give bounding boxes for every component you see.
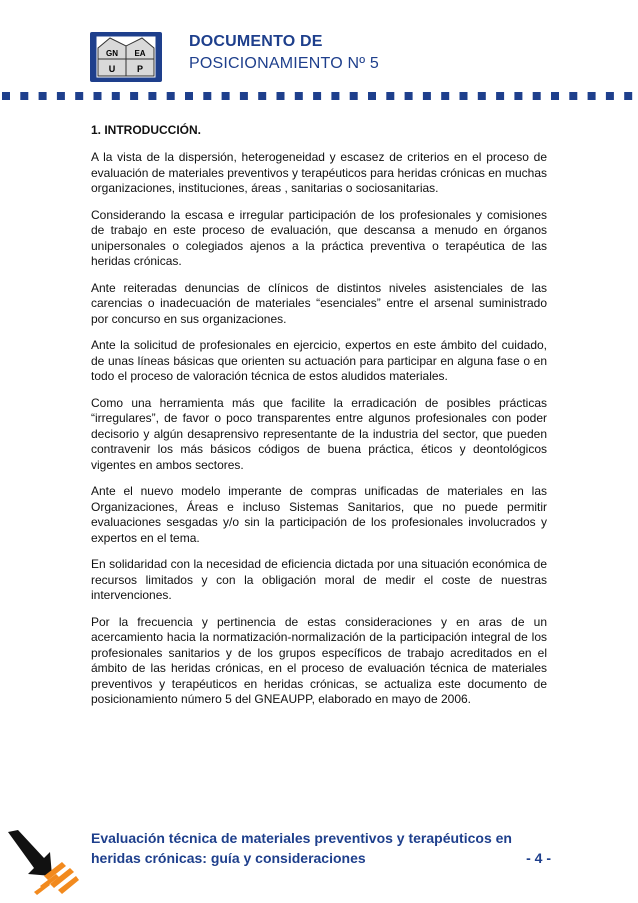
document-footer [91, 828, 551, 868]
document-body [91, 122, 547, 719]
paragraph-4: Ante la solicitud de profesionales en ejercicio, expertos en este ámbito del cuidado, de unas líneas básicas que orienten su actuación para participar en alguna fase o en todo el proceso de valoración técnica de estos aludidos materiales. [91, 338, 547, 383]
paragraph-7: En solidaridad con la necesidad de eficiencia dictada por una situación económica de recursos limitados y con la obligación moral de medir el coste de nuestras intervenciones. [91, 557, 547, 602]
divider-square [2, 92, 10, 100]
divider-square [514, 92, 522, 100]
logo-text-ea: EA [134, 49, 146, 58]
divider-square [478, 92, 486, 100]
logo-text-u: U [108, 64, 116, 74]
divider-square [423, 92, 431, 100]
page-number: - 4 - [526, 850, 551, 866]
divider-square [295, 92, 303, 100]
divider-square [624, 92, 632, 100]
footer-line2: heridas crónicas: guía y consideraciones [91, 850, 366, 866]
divider-square [57, 92, 65, 100]
divider-square [533, 92, 541, 100]
header-title-line2: POSICIONAMIENTO Nº 5 [189, 55, 380, 72]
divider-square [20, 92, 28, 100]
divider-square [258, 92, 266, 100]
divider-square [588, 92, 596, 100]
divider-square [460, 92, 468, 100]
divider-square [405, 92, 413, 100]
divider-square [441, 92, 449, 100]
header-title-line1: DOCUMENTO DE [189, 33, 323, 50]
paragraph-2: Considerando la escasa e irregular participación de los profesionales y comisiones de trabajo en este proceso de evaluación, que descansa a menudo en órganos unipersonales o colegiados ajenos a la práctica preventiva o terapéutica de las heridas crónicas. [91, 207, 547, 268]
divider-square [185, 92, 193, 100]
logo-text-gn: GN [106, 49, 118, 58]
divider-square [368, 92, 376, 100]
divider-square [203, 92, 211, 100]
divider-square [386, 92, 394, 100]
divider-square [569, 92, 577, 100]
divider-square [551, 92, 559, 100]
arrow-logo-icon [4, 826, 84, 898]
logo-text-p: P [136, 64, 144, 74]
paragraph-5: Como una herramienta más que facilite la erradicación de posibles prácticas “irregulares”, de favor o poco transparentes entre algunos profesionales con poder decisorio y algún desaprensivo representante de la industria del sector, que pueden contravenir los más básicos códigos de buena práctica, éticos y deontológicos vigentes en ambos sectores. [91, 395, 547, 472]
paragraph-1: A la vista de la dispersión, heterogeneidad y escasez de criterios en el proceso de evaluación de materiales preventivos y terapéuticos para heridas crónicas en muchas organizaciones, instituciones, áreas , sanitarias o sociosanitarias. [91, 150, 547, 195]
section-title: 1. INTRODUCCIÓN. [91, 123, 202, 137]
divider-square [240, 92, 248, 100]
divider-square [112, 92, 120, 100]
divider-square [167, 92, 175, 100]
document-header [0, 0, 638, 110]
dotted-divider [0, 90, 638, 102]
divider-square [496, 92, 504, 100]
divider-square [606, 92, 614, 100]
divider-square [75, 92, 83, 100]
divider-square [39, 92, 47, 100]
divider-square [350, 92, 358, 100]
divider-square [148, 92, 156, 100]
divider-square [331, 92, 339, 100]
paragraph-6: Ante el nuevo modelo imperante de compras unificadas de materiales en las Organizaciones, Áreas e incluso Sistemas Sanitarios, que no puede permitir evaluaciones sesgadas y/o sin la participación de los profesionales involucrados y expertos en el tema. [91, 484, 547, 545]
divider-square [313, 92, 321, 100]
divider-square [94, 92, 102, 100]
paragraph-3: Ante reiteradas denuncias de clínicos de distintos niveles asistenciales de las carencias o inadecuación de materiales “esenciales” entre el arsenal suministrado por concurso en sus organizaciones. [91, 280, 547, 326]
divider-square [130, 92, 138, 100]
divider-square [277, 92, 285, 100]
gneaupp-logo [90, 32, 162, 82]
paragraph-8: Por la frecuencia y pertinencia de estas consideraciones y en aras de un acercamiento hacia la normatización-normalización de la participación integral de los profesionales sanitarios y de los grupos específicos de trabajo acreditados en el ámbito de las heridas crónicas, en el proceso de evaluación técnica de materiales preventivos y terapéuticos en heridas crónicas, se actualiza este documento de posicionamiento número 5 del GNEAUPP, elaborado en mayo de 2006. [91, 614, 547, 706]
divider-square [222, 92, 230, 100]
footer-line1: Evaluación técnica de materiales preventivos y terapéuticos en [91, 830, 512, 846]
